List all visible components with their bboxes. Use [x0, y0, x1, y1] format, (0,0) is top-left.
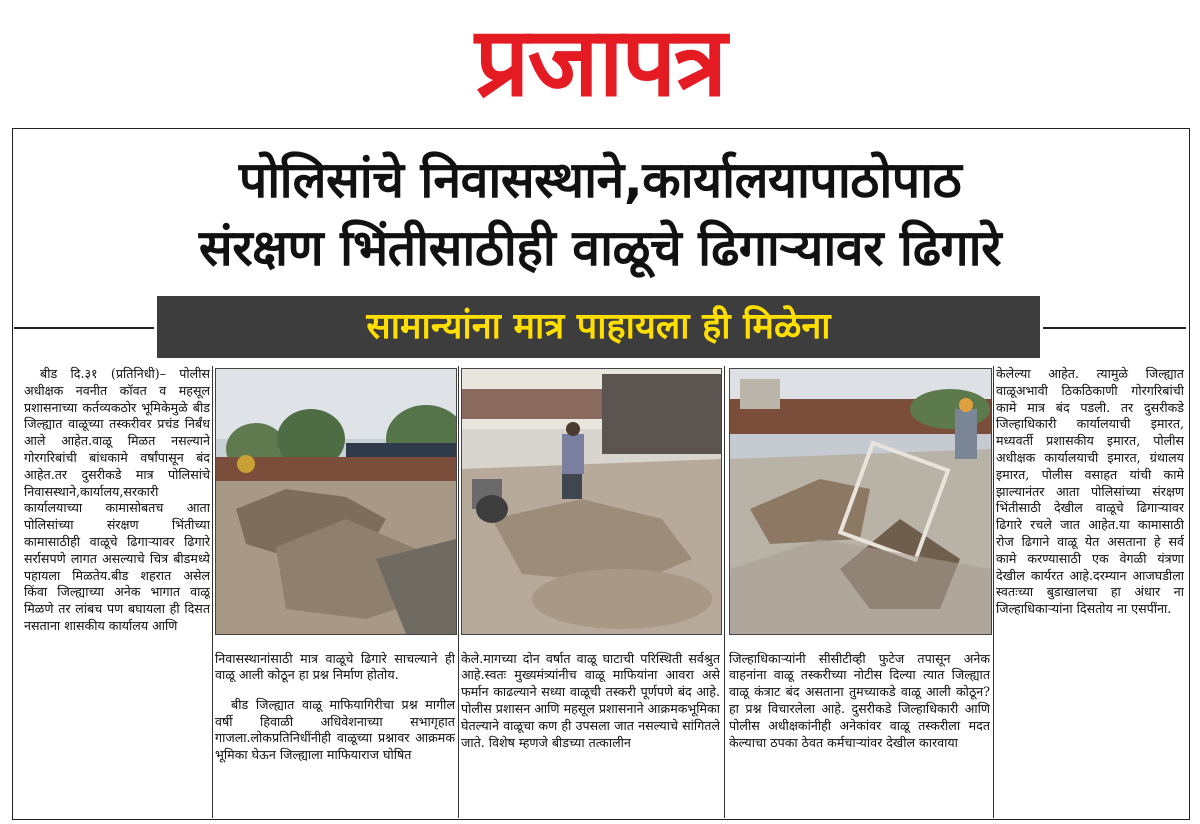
- column-divider: [458, 366, 459, 818]
- article-column-1: [24, 366, 210, 816]
- article-text-col4: जिल्हाधिकाऱ्यांनी सीसीटीव्ही फुटेज तपासून अनेक वाहनांना वाळू तस्करीच्या नोटीस दिल्या त्यात जिल्ह्यात वाळू कंत्राट बंद असताना तुमच्याकडे वाळू आली कोठून? हा प्रश्न विचारलेला आहे. दुसरीकडे जिल्हाधिकारी आणि पोलीस अधीक्षकांनीही अनेकांवर वाळू तस्करीला मदत केल्याचा ठपका ठेवत कर्मचाऱ्यांवर देखील कारवाया: [729, 650, 990, 750]
- subheadline-banner: [157, 296, 1040, 358]
- newspaper-logo: प्रजापत्र: [474, 6, 726, 118]
- divider-right: [1043, 327, 1186, 329]
- headline-line-2: संरक्षण भिंतीसाठीही वाळूचे ढिगाऱ्यावर ढिगारे: [198, 219, 1002, 277]
- article-text-col3: केले.मागच्या दोन वर्षात वाळू घाटाची परिस्थिती सर्वश्रुत आहे.स्वतः मुख्यमंत्र्यांनीच वाळू माफियांना आवरा असे फर्मान काढल्याने सध्या वाळूची तस्करी पूर्णपणे बंद आहे. पोलीस प्रशासन आणि महसूल प्रशासनाने आक्रमकभूमिका घेतल्याने वाळूचा कण ही उपसला जात नसल्याचे सांगितले जाते. विशेष म्हणजे बीडच्या तत्कालीन: [461, 650, 720, 750]
- article-text-col1: बीड दि.३१ (प्रतिनिधी)– पोलीस अधीक्षक नवनीत कॉवत व महसूल प्रशासनाच्या कर्तव्यकठोर भूमिकेमुळे बीड जिल्ह्यात वाळूच्या तस्करीवर प्रचंड निर्बंध आले आहेत.वाळू मिळत नसल्याने गोरगरिबांची बांधकामे वर्षांपासून बंद आहेत.तर दुसरीकडे मात्र पोलिसांचे निवासस्थाने,कार्यालय,सरकारी कार्यालयाच्या कामासोबतच आता पोलिसांच्या संरक्षण भिंतीच्या कामासाठीही वाळूचे ढिगाऱ्यावर ढिगारे सर्रासपणे लागत असल्याचे चित्र बीडमध्ये पहायला मिळतेय.बीड शहरात असेल किंवा जिल्ह्याच्या अनेक भागात वाळू मिळणे तर लांबच पण बघायला ही दिसत नसताना शासकीय कार्यालय आणि: [24, 366, 210, 633]
- column-divider: [724, 366, 725, 818]
- column-divider: [993, 366, 994, 818]
- photo-worker-wheelbarrow: [461, 368, 722, 635]
- photo-sand-sieve: [729, 368, 992, 635]
- article-text-col2b: बीड जिल्ह्यात वाळू माफियागिरीचा प्रश्न मागील वर्षी हिवाळी अधिवेशनाच्या सभागृहात गाजला.लोकप्रतिनिधींनीही वाळूच्या प्रश्नावर आक्रमक भूमिका घेऊन जिल्ह्याला माफियाराज घोषित: [215, 696, 455, 763]
- headline-line-1: पोलिसांचे निवासस्थाने,कार्यालयापाठोपाठ: [238, 151, 962, 209]
- article-column-3: [461, 638, 720, 816]
- article-text-col5: केलेल्या आहेत. त्यामुळे जिल्ह्यात वाळूअभावी ठिकठिकाणी गोरगरिबांची कामे मात्र बंद पडली. तर दुसरीकडे जिल्हाधिकारी कार्यालयाची इमारत, मध्यवर्ती प्रशासकीय इमारत, पोलीस अधीक्षक कार्यालयाची इमारत, ग्रंथालय इमारत, पोलीस वसाहत यांची कामे झाल्यानंतर आता पोलिसांच्या संरक्षण भिंतीसाठी देखील वाळूचे ढिगाऱ्यावर ढिगारे रचले जात आहेत.या कामासाठी रोज ढिगाने वाळू येत असताना हे सर्व कामे करण्यासाठी एक वेगळी यंत्रणा देखील कार्यरत आहे.दरम्यान आजघडीला स्वतःच्या बुडाखालचा हा अंधार ना जिल्हाधिकाऱ्यांना दिसतोय ना एसपींना.: [996, 366, 1184, 617]
- subheadline: सामान्यांना मात्र पाहायला ही मिळेना: [366, 306, 831, 347]
- article-column-5: [996, 366, 1184, 816]
- article-column-2: [215, 638, 455, 816]
- photo-sand-pile-road: [215, 368, 457, 635]
- article-text-col2a: निवासस्थानांसाठी मात्र वाळूचे ढिगारे साचल्याने ही वाळू आली कोठून हा प्रश्न निर्माण होतोय.: [215, 650, 455, 683]
- divider-left: [14, 327, 154, 329]
- column-divider: [212, 366, 213, 818]
- article-column-4: [729, 638, 990, 816]
- masthead: [0, 0, 1200, 125]
